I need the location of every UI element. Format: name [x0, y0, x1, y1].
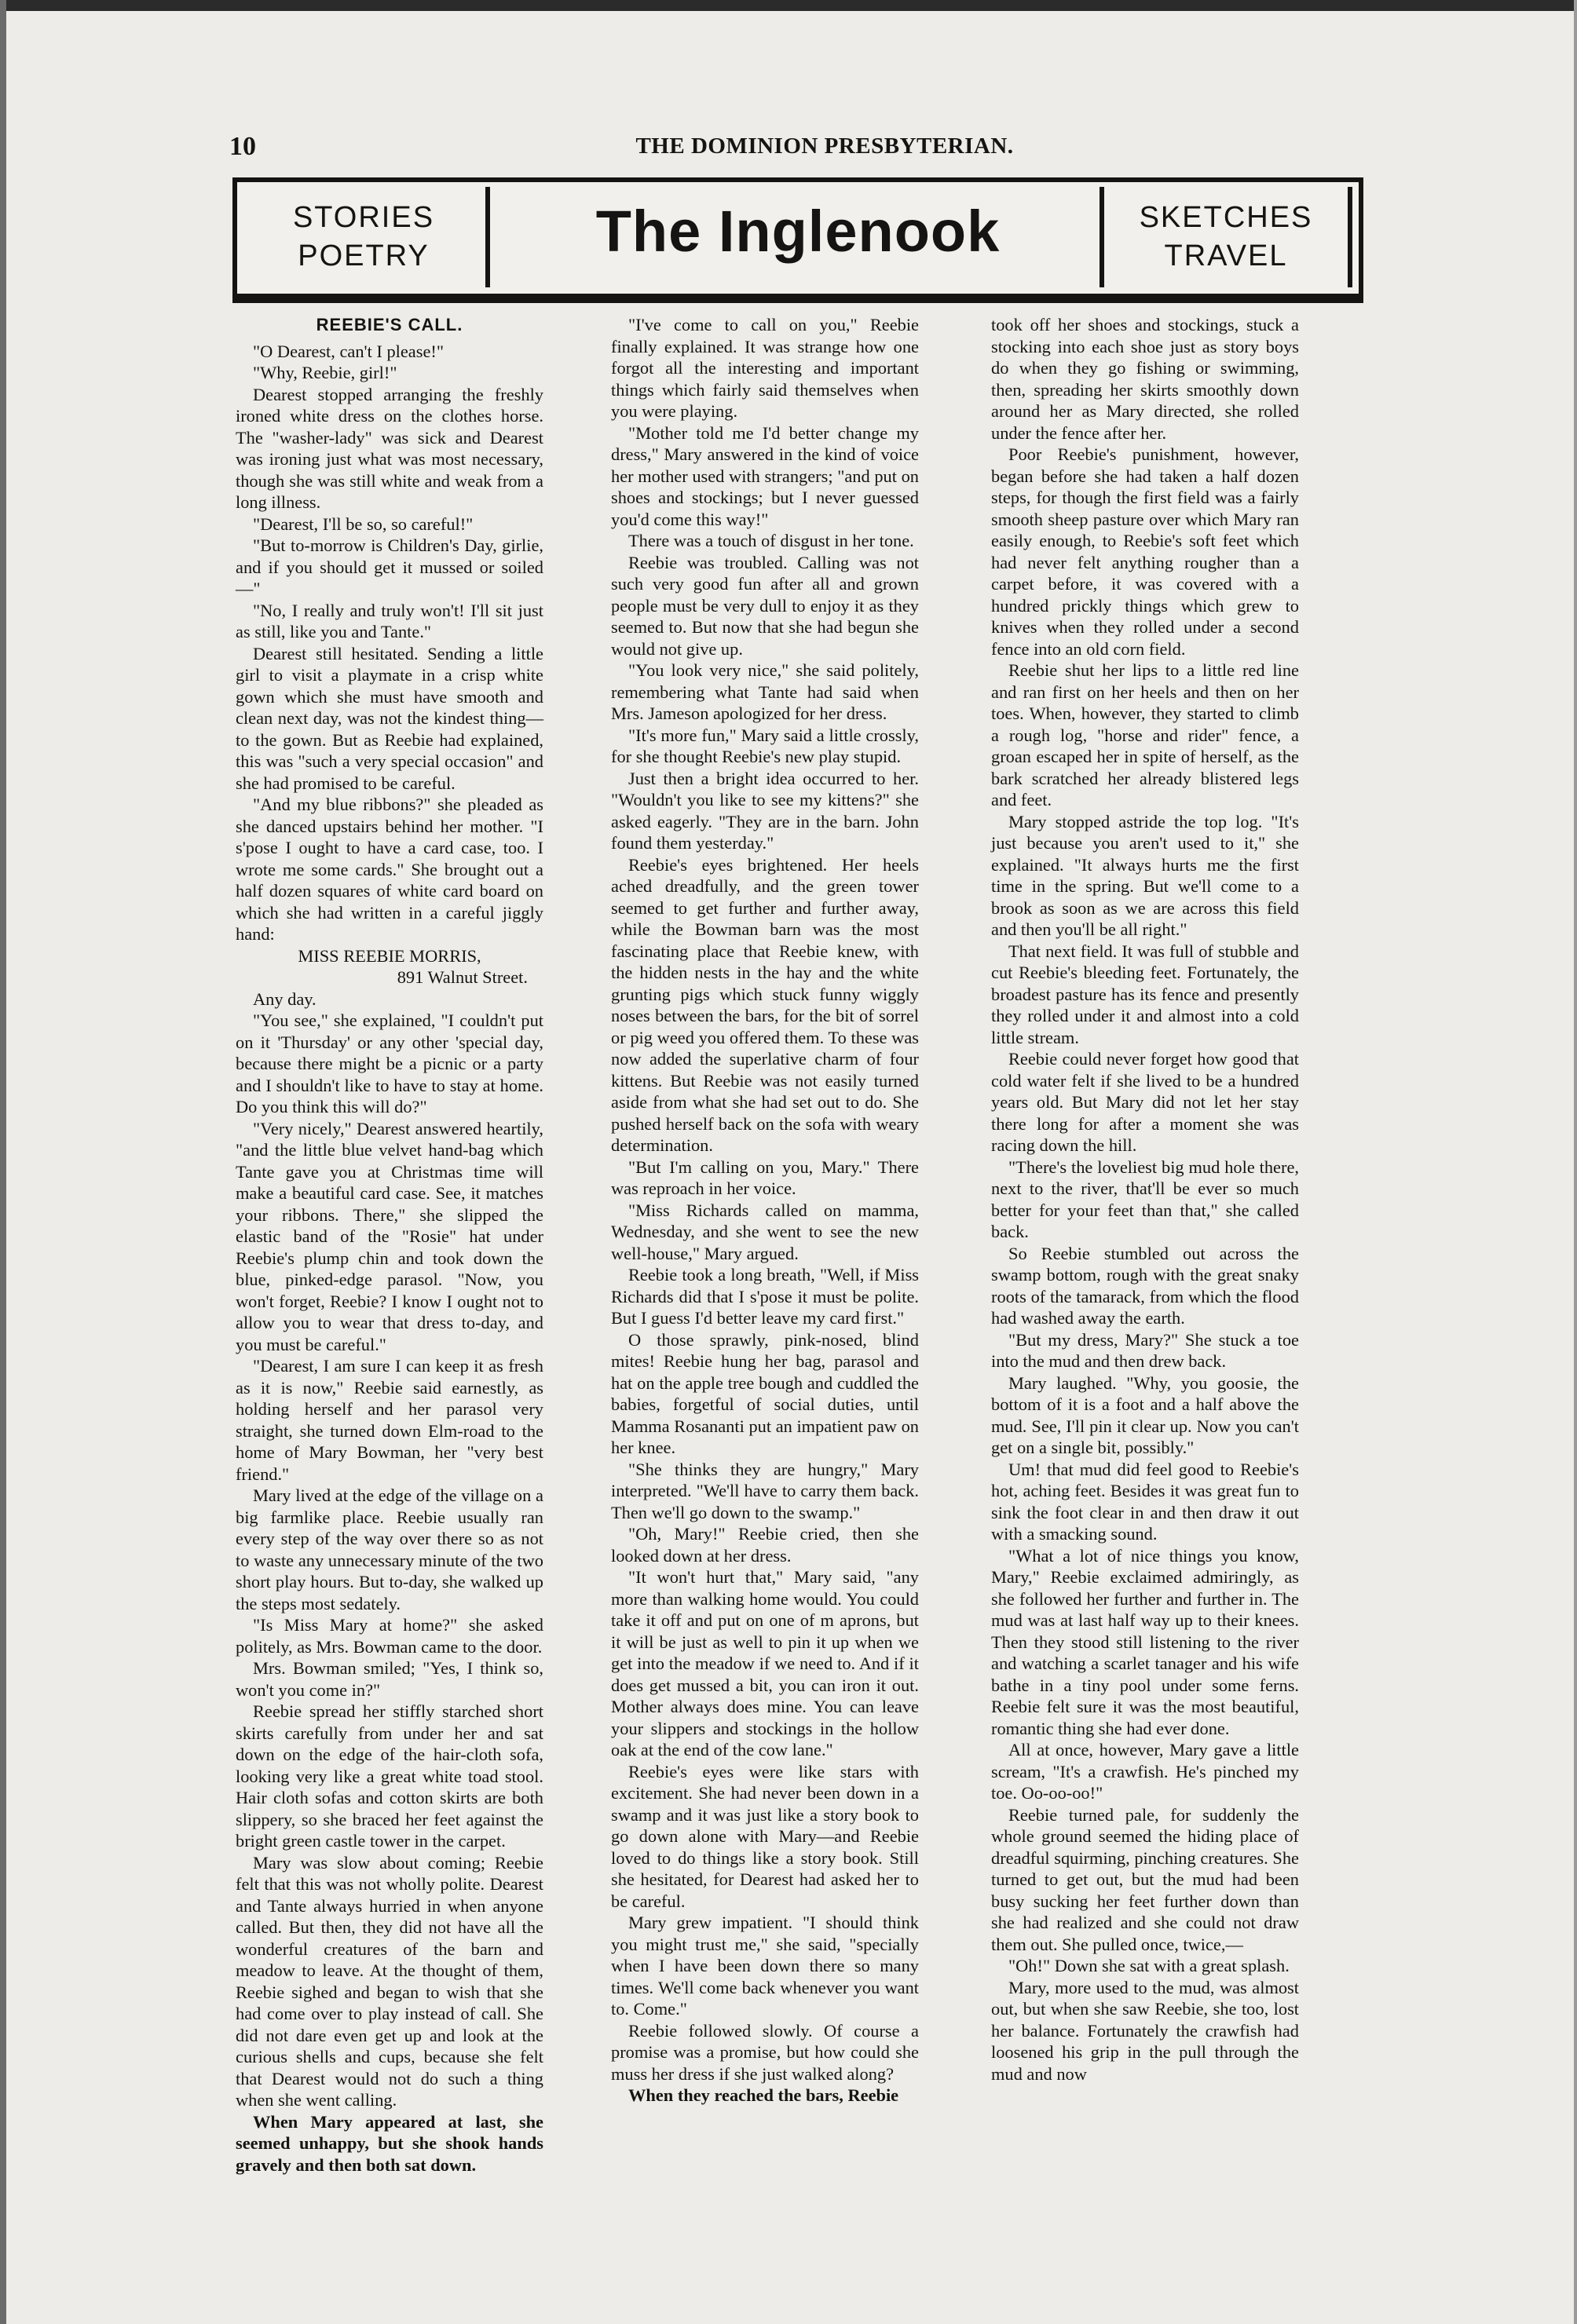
paragraph: "What a lot of nice things you know, Mary," Reebie exclaimed admiringly, as she followed her further and further in. The mud was at last half way up to their knees. Then they stood still listening to the river and watching a scarlet tanager and his wife bathe in a tiny pool under some ferns. Reebie felt sure it was the most beautiful, romantic thing she had ever done.: [991, 1545, 1299, 1738]
paragraph: "Oh!" Down she sat with a great splash.: [1008, 1956, 1290, 1975]
paragraph: "Oh, Mary!" Reebie cried, then she looked down at her dress.: [611, 1524, 919, 1566]
paragraph: O those sprawly, pink-nosed, blind mites! Reebie hung her bag, parasol and hat on the apple tree bough and cuddled the babies, forgetful of social duties, until Mamma Rosananti put an impatient paw on her knee.: [611, 1329, 919, 1457]
paragraph: Reebie shut her lips to a little red line and ran first on her heels and then on her toes. When, however, they started to climb a rough log, "horse and rider" fence, a groan escaped her in spite of herself, as the bark scratched her already blistered legs and feet.: [991, 660, 1299, 809]
paragraph: All at once, however, Mary gave a little scream, "It's a crawfish. He's pinched my toe. Oo-oo-oo!": [991, 1740, 1299, 1803]
paragraph: "Is Miss Mary at home?" she asked politely, as Mrs. Bowman came to the door.: [236, 1615, 543, 1657]
paragraph: Reebie followed slowly. Of course a promise was a promise, but how could she muss her dress if she just walked along?: [611, 2020, 919, 2084]
paragraph: "O Dearest, can't I please!": [253, 341, 444, 361]
banner-stories: STORIES: [292, 200, 435, 234]
text-column-1: [236, 314, 543, 2176]
paragraph: Mary was slow about coming; Reebie felt that this was not wholly polite. Dearest and Tante always hurried in when anyone called. But then, they did not have all the wonderful creatures of the barn and meadow to leave. At the thought of them, Reebie sighed and began to wish that she had come over to play instead of call. She did not dare even get up and look at the curious shells and cups, because she felt that Dearest would not do such a thing when she went calling.: [236, 1852, 543, 2110]
paragraph: Reebie took a long breath, "Well, if Miss Richards did that I s'pose it must be polite. But I guess I'd better leave my card first.": [611, 1265, 919, 1328]
paragraph: Poor Reebie's punishment, however, began before she had taken a half dozen steps, for though the first field was a fairly smooth sheep pasture over which Mary ran easily enough, to Reebie's soft feet which had never felt anything rougher than a carpet before, it was covered with a hundred prickly things which grew to knives when they rolled under a second fence into an old corn field.: [991, 444, 1299, 659]
story-title: REEBIE'S CALL.: [316, 315, 463, 334]
paragraph: Just then a bright idea occurred to her. "Wouldn't you like to see my kittens?" she asked eagerly. "They are in the barn. John found them yesterday.": [611, 768, 919, 853]
page-number: 10: [229, 132, 256, 161]
banner-right-box: [1100, 187, 1352, 287]
paragraph: Mary, more used to the mud, was almost out, but when she saw Reebie, she too, lost her balance. Fortunately the crawfish had loosened his grip in the pull through the mud and now: [991, 1977, 1299, 2084]
paragraph: Reebie turned pale, for suddenly the whole ground seemed the hiding place of dreadful squirming, pinching creatures. She turned to get out, but the mud had been busy sucking her feet further down than she had realized and she could not draw them out. She pulled once, twice,—: [991, 1804, 1299, 1954]
scan-edge-top: [0, 0, 1577, 11]
paragraph: "Dearest, I'll be so, so careful!": [253, 513, 474, 534]
paragraph: "And my blue ribbons?" she pleaded as she danced upstairs behind her mother. "I s'pose I ought to have a card case, too. I wrote me some cards." She brought out a half dozen squares of white card board on which she had written in a careful jiggly hand:: [236, 795, 543, 944]
paragraph: "Why, Reebie, girl!": [253, 363, 397, 382]
paragraph: "Mother told me I'd better change my dress," Mary answered in the kind of voice her mother used with strangers; "and put on shoes and stockings; but I never guessed you'd come this way!": [611, 422, 919, 529]
scan-edge-left: [0, 0, 6, 2324]
paragraph: "But my dress, Mary?" She stuck a toe into the mud and then drew back.: [991, 1329, 1299, 1371]
section-title: The Inglenook: [595, 199, 1001, 264]
paragraph: Mary stopped astride the top log. "It's just because you aren't used to it," she explained. "It always hurts me the first time in the spring. But we'll come to a brook as soon as we are across this field and then you'll be all right.": [991, 811, 1299, 939]
paragraph: "You see," she explained, "I couldn't put on it 'Thursday' or any other 'special day, because there might be a picnic or a party and I shouldn't like to have to stay at home. Do you think this will do?": [236, 1010, 543, 1116]
paragraph: Reebie's eyes brightened. Her heels ached dreadfully, and the green tower seemed to get further and further away, while the Bowman barn was the most fascinating place that Reebie knew, with the hidden nests in the hay and the white grunting pigs which stuck funny wiggly noses between the bars, for the bit of sorrel or pig weed you offered them. To these was now added the superlative charm of four kittens. But Reebie was not easily turned aside from what she had set out to do. She pushed herself back on the sofa with weary determination.: [611, 854, 919, 1155]
paragraph: That next field. It was full of stubble and cut Reebie's bleeding feet. Fortunately, the broadest pasture has its fence and presently they rolled under it and almost into a cold little stream.: [991, 941, 1299, 1047]
paragraph: "It won't hurt that," Mary said, "any more than walking home would. You could take it off and put on one of m aprons, but it will be just as well to pin it up when we get into the meadow if we need to. And if it does get mussed a bit, you can iron it out. Mother always does mine. You can leave your slippers and stockings in the hollow oak at the end of the cow lane.": [611, 1567, 919, 1759]
paragraph: Reebie spread her stiffly starched short skirts carefully from under her and sat down on the edge of the hair-cloth sofa, looking very like a great white toad stool. Hair cloth sofas and cotton skirts are both slippery, so she braced her feet against the bright green castle tower in the carpet.: [236, 1701, 543, 1851]
banner-left-box: [242, 187, 490, 287]
paragraph: So Reebie stumbled out across the swamp bottom, rough with the great snaky roots of the tamarack, from which the flood had washed away the earth.: [991, 1243, 1299, 1328]
paragraph: Reebie was troubled. Calling was not such very good fun after all and grown people must be very dull to enjoy it as they seemed to. But now that she had begun she would not give up.: [611, 552, 919, 659]
paragraph: When Mary appeared at last, she seemed unhappy, but she shook hands gravely and then both sat down.: [236, 2111, 543, 2175]
paragraph: When they reached the bars, Reebie: [628, 2085, 899, 2105]
paragraph: "It's more fun," Mary said a little crossly, for she thought Reebie's new play stupid.: [611, 725, 919, 766]
paragraph: Reebie could never forget how good that cold water felt if she lived to be a hundred years old. But Mary did not let her stay there long for after a moment she was racing down the hill.: [991, 1049, 1299, 1155]
banner-travel: TRAVEL: [1164, 239, 1288, 272]
paragraph: "There's the loveliest big mud hole there, next to the river, that'll be ever so much better for your feet than that," she called back.: [991, 1157, 1299, 1241]
paragraph: Mary lived at the edge of the village on a big farmlike place. Reebie usually ran every step of the way over there so as not to waste any unnecessary minute of the two short play hours. But to-day, she walked up the steps most sedately.: [236, 1485, 543, 1613]
paragraph: Dearest still hesitated. Sending a little girl to visit a playmate in a crisp white gown which she must have smooth and clean next day, was not the kindest thing—to the gown. But as Reebie had explained, this was "such a very special occasion" and she had promised to be careful.: [236, 643, 543, 793]
paragraph: There was a touch of disgust in her tone.: [628, 531, 914, 550]
banner-sketches: SKETCHES: [1139, 200, 1313, 234]
paragraph: Reebie's eyes were like stars with excitement. She had never been down in a swamp and it was just like a story book to go down alone with Mary—and Reebie loved to do things like a story book. Still she hesitated, for Dearest had asked her to be careful.: [611, 1761, 919, 1911]
paragraph: Dearest stopped arranging the freshly ironed white dress on the clothes horse. The "washer-lady" was sick and Dearest was ironing just what was most necessary, though she was still white and weak from a long illness.: [236, 384, 543, 512]
banner-poetry: POETRY: [298, 239, 430, 272]
paragraph: "She thinks they are hungry," Mary interpreted. "We'll have to carry them back. Then we'll go down to the swamp.": [611, 1459, 919, 1522]
paragraph: Mrs. Bowman smiled; "Yes, I think so, won't you come in?": [236, 1658, 543, 1700]
paragraph: took off her shoes and stockings, stuck a stocking into each shoe just as story boys do when they go fishing or swimming, then, spreading her skirts smoothly down around her as Mary directed, she rolled under the fence after her.: [991, 315, 1299, 443]
paragraph: Any day.: [253, 988, 316, 1009]
text-column-2: [611, 314, 919, 2107]
paragraph: "Dearest, I am sure I can keep it as fresh as it is now," Reebie said earnestly, as holding herself and her parasol very straight, she turned down Elm-road to the home of Mary Bowman, her "very best friend.": [236, 1356, 543, 1484]
paragraph: "I've come to call on you," Reebie finally explained. It was strange how one forgot all the interesting and important things which fairly said themselves when you were playing.: [611, 315, 919, 421]
running-head: THE DOMINION PRESBYTERIAN.: [635, 133, 1014, 159]
scan-edge-right: [1574, 0, 1577, 2324]
calling-card-address: 891 Walnut Street.: [397, 967, 528, 987]
paragraph: "You look very nice," she said politely, remembering what Tante had said when Mrs. Jameson apologized for her dress.: [611, 660, 919, 723]
calling-card-name: MISS REEBIE MORRIS,: [298, 945, 481, 966]
paragraph: Um! that mud did feel good to Reebie's hot, aching feet. Besides it was great fun to sink the foot clear in and then draw it out with a smacking sound.: [991, 1459, 1299, 1544]
paragraph: Mary laughed. "Why, you goosie, the bottom of it is a foot and a half above the mud. See, I'll pin it clear up. Now you can't get on a single bit, possibly.": [991, 1372, 1299, 1457]
paragraph: "Miss Richards called on mamma, Wednesday, and she went to see the new well-house," Mary argued.: [611, 1200, 919, 1263]
section-banner: [232, 177, 1363, 303]
paragraph: Mary grew impatient. "I should think you might trust me," she said, "specially when I have been down there so many times. We'll come back whenever you want to. Come.": [611, 1913, 919, 2019]
text-column-3: [991, 314, 1299, 2085]
paragraph: "But to-morrow is Children's Day, girlie, and if you should get it mussed or soiled—": [236, 535, 543, 598]
paragraph: "But I'm calling on you, Mary." There was reproach in her voice.: [611, 1157, 919, 1198]
paragraph: "No, I really and truly won't! I'll sit just as still, like you and Tante.": [236, 600, 543, 641]
paragraph: "Very nicely," Dearest answered heartily, "and the little blue velvet hand-bag which Tante gave you at Christmas time will make a beautiful card case. See, it matches your ribbons. There," she slipped the elastic band of the "Rosie" hat under Reebie's plump chin and took down the blue, pinked-edge parasol. "Now, you won't forget, Reebie? I know I ought not to allow you to wear that dress to-day, and you must be careful.": [236, 1118, 543, 1354]
